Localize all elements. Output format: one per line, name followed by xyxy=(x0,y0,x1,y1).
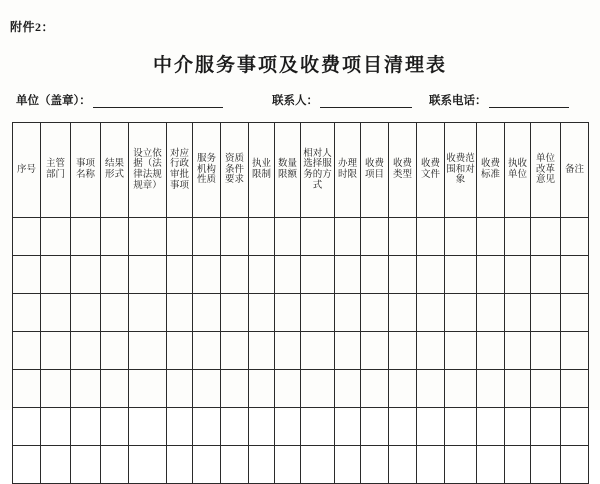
table-cell[interactable] xyxy=(531,408,561,446)
meta-contact-person-input[interactable] xyxy=(320,95,412,108)
column-header-fee-scope: 收费范围和对象 xyxy=(445,123,477,218)
column-header-agency-nature: 服务机构性质 xyxy=(193,123,221,218)
table-cell[interactable] xyxy=(445,446,477,484)
table-cell[interactable] xyxy=(101,332,129,370)
table-cell[interactable] xyxy=(41,218,71,256)
table-cell[interactable] xyxy=(335,218,361,256)
table-cell[interactable] xyxy=(13,294,41,332)
table-cell[interactable] xyxy=(389,332,417,370)
column-header-related-approval: 对应行政审批事项 xyxy=(167,123,193,218)
table-cell[interactable] xyxy=(275,218,301,256)
table-cell[interactable] xyxy=(275,332,301,370)
table-cell[interactable] xyxy=(101,408,129,446)
table-cell[interactable] xyxy=(249,370,275,408)
table-cell[interactable] xyxy=(301,446,335,484)
table-row[interactable] xyxy=(13,294,589,332)
meta-unit-seal xyxy=(16,92,223,108)
table-cell[interactable] xyxy=(477,294,505,332)
table-cell[interactable] xyxy=(361,218,389,256)
table-cell[interactable] xyxy=(71,256,101,294)
table-cell[interactable] xyxy=(445,370,477,408)
column-header-fee-document: 收费文件 xyxy=(417,123,445,218)
table-cell[interactable] xyxy=(389,256,417,294)
table-cell[interactable] xyxy=(221,446,249,484)
table-row[interactable] xyxy=(13,256,589,294)
table-cell[interactable] xyxy=(71,294,101,332)
table-cell[interactable] xyxy=(167,294,193,332)
column-header-remarks: 备注 xyxy=(561,123,589,218)
table-cell[interactable] xyxy=(13,256,41,294)
table-cell[interactable] xyxy=(129,332,167,370)
table-cell[interactable] xyxy=(417,218,445,256)
page-title: 中介服务事项及收费项目清理表 xyxy=(152,55,447,76)
table-cell[interactable] xyxy=(71,370,101,408)
table-cell[interactable] xyxy=(505,370,531,408)
table-cell[interactable] xyxy=(221,370,249,408)
meta-unit-seal-label: 单位（盖章）： xyxy=(16,95,91,107)
attachment-label: 附件2： xyxy=(10,20,55,34)
table-cell[interactable] xyxy=(335,408,361,446)
table-cell[interactable] xyxy=(389,408,417,446)
table-cell[interactable] xyxy=(389,370,417,408)
table-body xyxy=(13,218,589,484)
table-row[interactable] xyxy=(13,332,589,370)
table-cell[interactable] xyxy=(71,332,101,370)
table-cell[interactable] xyxy=(561,256,589,294)
table-cell[interactable] xyxy=(101,370,129,408)
table-cell[interactable] xyxy=(249,446,275,484)
table-cell[interactable] xyxy=(561,446,589,484)
table-cell[interactable] xyxy=(101,446,129,484)
table-cell[interactable] xyxy=(193,218,221,256)
table-cell[interactable] xyxy=(445,218,477,256)
table-cell[interactable] xyxy=(361,446,389,484)
table-cell[interactable] xyxy=(275,408,301,446)
table-cell[interactable] xyxy=(505,332,531,370)
table-cell[interactable] xyxy=(389,294,417,332)
table-cell[interactable] xyxy=(249,332,275,370)
column-header-legal-basis: 设立依据（法律法规规章） xyxy=(129,123,167,218)
table-cell[interactable] xyxy=(417,294,445,332)
table-cell[interactable] xyxy=(129,218,167,256)
table-cell[interactable] xyxy=(41,332,71,370)
table-cell[interactable] xyxy=(13,332,41,370)
meta-contact-person xyxy=(272,92,412,108)
table-cell[interactable] xyxy=(275,370,301,408)
table-cell[interactable] xyxy=(129,408,167,446)
meta-contact-phone xyxy=(429,92,569,108)
column-header-reform-opinion: 单位改革意见 xyxy=(531,123,561,218)
table-cell[interactable] xyxy=(275,256,301,294)
table-cell[interactable] xyxy=(505,408,531,446)
table-cell[interactable] xyxy=(477,370,505,408)
table-cell[interactable] xyxy=(129,294,167,332)
column-header-index: 序号 xyxy=(13,123,41,218)
table-cell[interactable] xyxy=(389,446,417,484)
table-cell[interactable] xyxy=(301,370,335,408)
column-header-quantity-limit: 数量限额 xyxy=(275,123,301,218)
table-cell[interactable] xyxy=(221,332,249,370)
table-cell[interactable] xyxy=(167,408,193,446)
table-cell[interactable] xyxy=(417,408,445,446)
table-cell[interactable] xyxy=(249,294,275,332)
table-cell[interactable] xyxy=(505,256,531,294)
table-cell[interactable] xyxy=(417,332,445,370)
column-header-fee-standard: 收费标准 xyxy=(477,123,505,218)
table-cell[interactable] xyxy=(335,294,361,332)
table-cell[interactable] xyxy=(249,218,275,256)
table-cell[interactable] xyxy=(193,294,221,332)
table-cell[interactable] xyxy=(221,256,249,294)
table-cell[interactable] xyxy=(505,294,531,332)
table-cell[interactable] xyxy=(101,218,129,256)
column-header-time-limit: 办理时限 xyxy=(335,123,361,218)
table-cell[interactable] xyxy=(477,256,505,294)
table-cell[interactable] xyxy=(221,408,249,446)
column-header-qualification: 资质条件要求 xyxy=(221,123,249,218)
table-cell[interactable] xyxy=(477,332,505,370)
table-cell[interactable] xyxy=(505,446,531,484)
table-row[interactable] xyxy=(13,446,589,484)
table-cell[interactable] xyxy=(275,294,301,332)
table-cell[interactable] xyxy=(13,370,41,408)
table-cell[interactable] xyxy=(417,256,445,294)
meta-contact-phone-label: 联系电话： xyxy=(429,95,487,107)
table-cell[interactable] xyxy=(193,408,221,446)
table-cell[interactable] xyxy=(221,294,249,332)
table-cell[interactable] xyxy=(505,218,531,256)
table-cell[interactable] xyxy=(129,446,167,484)
table-cell[interactable] xyxy=(361,370,389,408)
table-cell[interactable] xyxy=(361,256,389,294)
table-cell[interactable] xyxy=(13,218,41,256)
table-cell[interactable] xyxy=(13,408,41,446)
column-header-collecting-unit: 执收单位 xyxy=(505,123,531,218)
table-cell[interactable] xyxy=(301,294,335,332)
table-cell[interactable] xyxy=(335,332,361,370)
table-row[interactable] xyxy=(13,370,589,408)
table-cell[interactable] xyxy=(477,408,505,446)
table-cell[interactable] xyxy=(561,332,589,370)
table-cell[interactable] xyxy=(361,294,389,332)
table-cell[interactable] xyxy=(445,408,477,446)
table-cell[interactable] xyxy=(193,256,221,294)
table-cell[interactable] xyxy=(193,332,221,370)
table-cell[interactable] xyxy=(41,256,71,294)
table-cell[interactable] xyxy=(531,370,561,408)
table-cell[interactable] xyxy=(275,446,301,484)
table-cell[interactable] xyxy=(445,294,477,332)
column-header-practice-limit: 执业限制 xyxy=(249,123,275,218)
table-cell[interactable] xyxy=(561,218,589,256)
table-cell[interactable] xyxy=(249,256,275,294)
table-cell[interactable] xyxy=(129,256,167,294)
meta-row xyxy=(14,92,586,112)
column-header-selection-method: 相对人选择服务的方式 xyxy=(301,123,335,218)
table-cell[interactable] xyxy=(335,256,361,294)
column-header-fee-item: 收费项目 xyxy=(361,123,389,218)
table-cell[interactable] xyxy=(301,332,335,370)
clearance-table xyxy=(12,122,589,484)
table-cell[interactable] xyxy=(249,408,275,446)
table-cell[interactable] xyxy=(129,370,167,408)
column-header-result-form: 结果形式 xyxy=(101,123,129,218)
table-row[interactable] xyxy=(13,408,589,446)
table-header-row xyxy=(13,123,589,218)
column-header-authority: 主管部门 xyxy=(41,123,71,218)
table-cell[interactable] xyxy=(167,332,193,370)
table-cell[interactable] xyxy=(361,408,389,446)
table-cell[interactable] xyxy=(221,218,249,256)
table-cell[interactable] xyxy=(301,218,335,256)
table-cell[interactable] xyxy=(445,256,477,294)
table-cell[interactable] xyxy=(193,370,221,408)
table-cell[interactable] xyxy=(417,370,445,408)
table-cell[interactable] xyxy=(301,256,335,294)
table-cell[interactable] xyxy=(41,294,71,332)
table-cell[interactable] xyxy=(13,446,41,484)
meta-contact-person-label: 联系人： xyxy=(272,95,318,107)
meta-unit-seal-input[interactable] xyxy=(93,95,223,108)
table-cell[interactable] xyxy=(417,446,445,484)
table-cell[interactable] xyxy=(531,446,561,484)
table-cell[interactable] xyxy=(41,370,71,408)
table-cell[interactable] xyxy=(193,446,221,484)
column-header-item-name: 事项名称 xyxy=(71,123,101,218)
table-cell[interactable] xyxy=(531,256,561,294)
table-cell[interactable] xyxy=(335,446,361,484)
table-cell[interactable] xyxy=(71,446,101,484)
table-cell[interactable] xyxy=(361,332,389,370)
table-cell[interactable] xyxy=(561,294,589,332)
table-cell[interactable] xyxy=(389,218,417,256)
table-cell[interactable] xyxy=(445,332,477,370)
table-cell[interactable] xyxy=(71,218,101,256)
table-cell[interactable] xyxy=(531,218,561,256)
meta-contact-phone-input[interactable] xyxy=(489,95,569,108)
table-cell[interactable] xyxy=(167,370,193,408)
table-cell[interactable] xyxy=(41,408,71,446)
table-cell[interactable] xyxy=(167,256,193,294)
table-cell[interactable] xyxy=(531,332,561,370)
table-cell[interactable] xyxy=(561,370,589,408)
table-cell[interactable] xyxy=(41,446,71,484)
table-cell[interactable] xyxy=(477,218,505,256)
table-cell[interactable] xyxy=(531,294,561,332)
table-cell[interactable] xyxy=(101,294,129,332)
table-cell[interactable] xyxy=(167,446,193,484)
table-cell[interactable] xyxy=(301,408,335,446)
column-header-fee-type: 收费类型 xyxy=(389,123,417,218)
table-cell[interactable] xyxy=(561,408,589,446)
table-cell[interactable] xyxy=(101,256,129,294)
table-cell[interactable] xyxy=(71,408,101,446)
table-cell[interactable] xyxy=(167,218,193,256)
table-cell[interactable] xyxy=(477,446,505,484)
table-row[interactable] xyxy=(13,218,589,256)
table-cell[interactable] xyxy=(335,370,361,408)
